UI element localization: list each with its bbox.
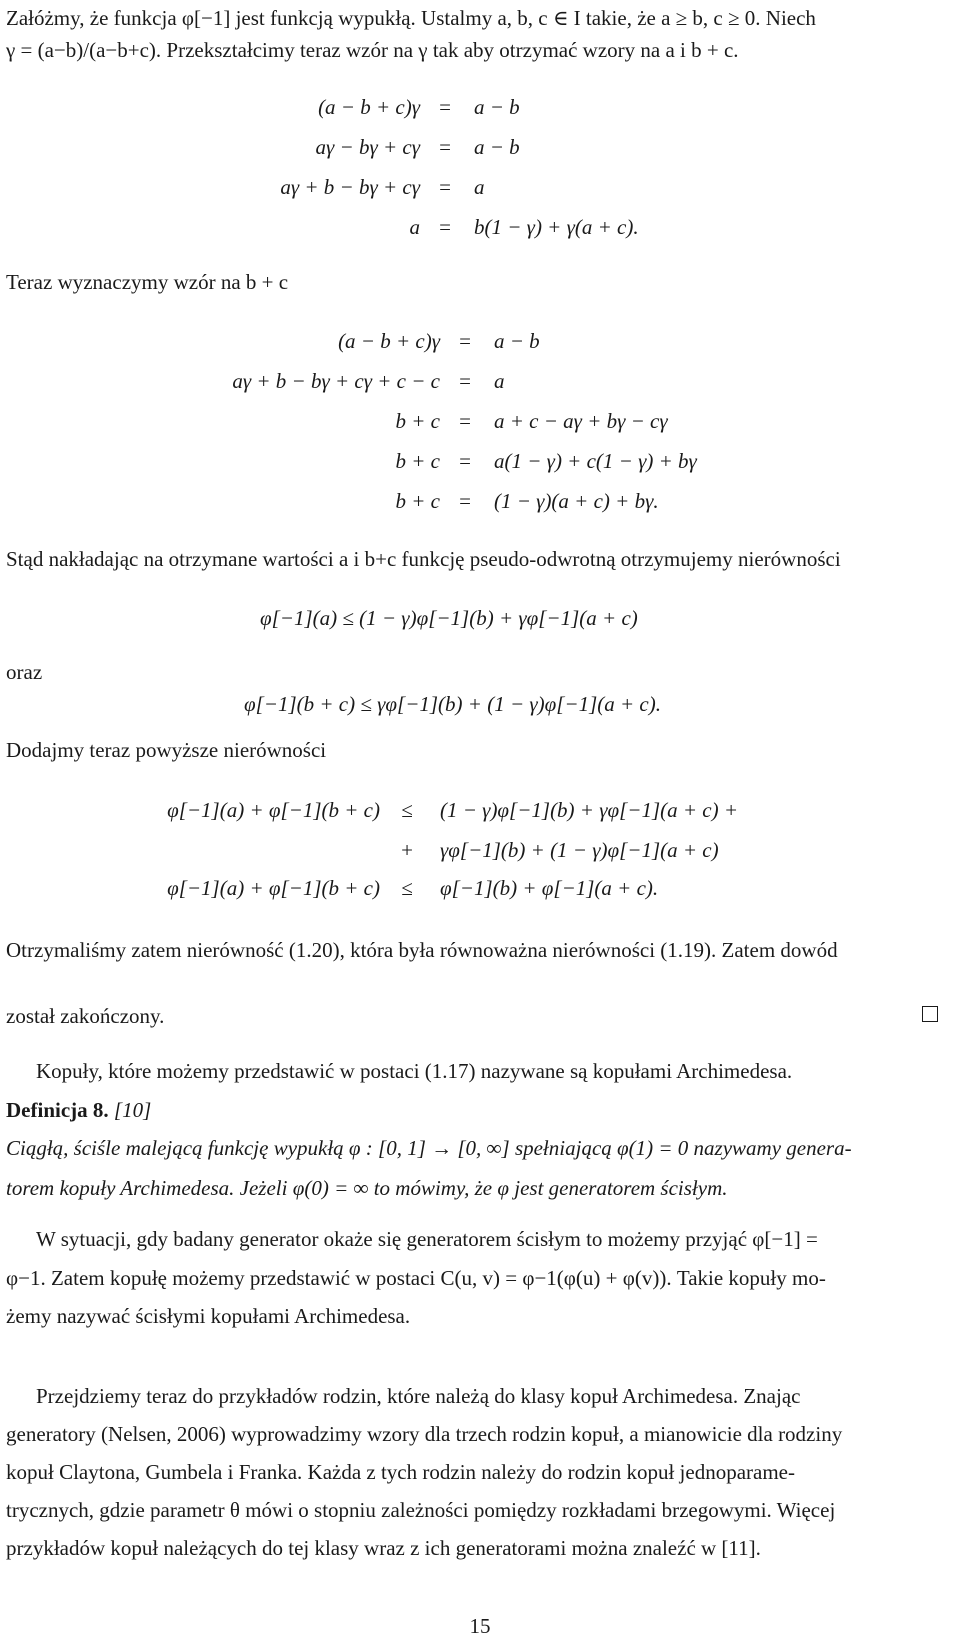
equation-lhs: (a − b + c)γ (318, 95, 420, 119)
equation-rel: = (459, 449, 471, 473)
equation-rel: = (439, 95, 451, 119)
equation-rhs: a + c − aγ + bγ − cγ (494, 409, 668, 433)
equation-rhs: a − b (474, 95, 520, 119)
inequality-1: φ[−1](a) ≤ (1 − γ)φ[−1](b) + γφ[−1](a + c) (260, 606, 638, 630)
strict-para-line-1: W sytuacji, gdy badany generator okaże się generatorem ścisłym to możemy przyjąć φ[−1] = (36, 1227, 818, 1251)
equation-lhs: b + c (395, 449, 440, 473)
families-para-line-5: przykładów kopuł należących do tej klasy wraz z ich generatorami można znaleźć w [11]. (6, 1536, 761, 1560)
equation-lhs: aγ + b − bγ + cγ (280, 175, 420, 199)
definition-ref: [10] (113, 1098, 152, 1122)
definition-heading (6, 1100, 151, 1121)
conclusion-line-2: został zakończony. (6, 1004, 165, 1028)
equation-rel: = (459, 329, 471, 353)
equation-rhs: (1 − γ)φ[−1](b) + γφ[−1](a + c) + (440, 798, 739, 822)
equation-rhs: a − b (474, 135, 520, 159)
equation-rel: ≤ (401, 876, 413, 900)
equation-lhs: (a − b + c)γ (338, 329, 440, 353)
equation-rhs: a − b (494, 329, 540, 353)
families-para-line-1: Przejdziemy teraz do przykładów rodzin, które należą do klasy kopuł Archimedesa. Znając (36, 1384, 801, 1408)
equation-rhs: a(1 − γ) + c(1 − γ) + bγ (494, 449, 697, 473)
teraz-text: Teraz wyznaczymy wzór na b + c (6, 270, 289, 294)
equation-rel: = (459, 369, 471, 393)
strict-para-line-2: φ−1. Zatem kopułę możemy przedstawić w postaci C(u, v) = φ−1(φ(u) + φ(v)). Takie kopuły mo- (6, 1266, 826, 1290)
definition-line-2: torem kopuły Archimedesa. Jeżeli φ(0) = ∞ to mówimy, że φ jest generatorem ścisłym. (6, 1176, 728, 1200)
intro-line-1: Załóżmy, że funkcja φ[−1] jest funkcją wypukłą. Ustalmy a, b, c ∈ I takie, że a ≥ b, c ≥ 0. Niech (6, 6, 816, 30)
page-number: 15 (469, 1614, 491, 1638)
qed-box-icon (922, 1006, 938, 1022)
stad-text: Stąd nakładając na otrzymane wartości a i b+c funkcję pseudo-odwrotną otrzymujemy nierówności (6, 547, 841, 571)
equation-lhs: b + c (395, 409, 440, 433)
equation-lhs: φ[−1](a) + φ[−1](b + c) (167, 876, 380, 900)
equation-lhs: φ[−1](a) + φ[−1](b + c) (167, 798, 380, 822)
intro-line-2: γ = (a−b)/(a−b+c). Przekształcimy teraz wzór na γ tak aby otrzymać wzory na a i b + c. (6, 38, 739, 62)
equation-lhs: aγ − bγ + cγ (315, 135, 420, 159)
equation-rel: + (401, 838, 413, 862)
kopuly-text: Kopuły, które możemy przedstawić w postaci (1.17) nazywane są kopułami Archimedesa. (36, 1059, 793, 1083)
equation-rhs: b(1 − γ) + γ(a + c). (474, 215, 639, 239)
equation-rhs: a (494, 369, 505, 393)
equation-rel: = (439, 135, 451, 159)
families-para-line-3: kopuł Claytona, Gumbela i Franka. Każda z tych rodzin należy do rodzin kopuł jednoparame- (6, 1460, 795, 1484)
equation-rel: = (439, 215, 451, 239)
oraz-text: oraz (6, 660, 43, 684)
equation-rhs: γφ[−1](b) + (1 − γ)φ[−1](a + c) (440, 838, 719, 862)
dodajmy-text: Dodajmy teraz powyższe nierówności (6, 738, 327, 762)
equation-rhs: (1 − γ)(a + c) + bγ. (494, 489, 659, 513)
equation-lhs: a (409, 215, 420, 239)
strict-para-line-3: żemy nazywać ścisłymi kopułami Archimedesa. (6, 1304, 411, 1328)
equation-rel: ≤ (401, 798, 413, 822)
definition-line-1: Ciągłą, ściśle malejącą funkcję wypukłą φ : [0, 1] → [0, ∞] spełniającą φ(1) = 0 nazywamy genera- (6, 1136, 852, 1160)
equation-rhs: a (474, 175, 485, 199)
equation-rel: = (439, 175, 451, 199)
families-para-line-4: trycznych, gdzie parametr θ mówi o stopniu zależności pomiędzy rozkładami brzegowymi. Więcej (6, 1498, 836, 1522)
equation-rhs: φ[−1](b) + φ[−1](a + c). (440, 876, 659, 900)
definition-label: Definicja 8. (6, 1098, 109, 1122)
families-para-line-2: generatory (Nelsen, 2006) wyprowadzimy wzory dla trzech rodzin kopuł, a mianowicie dla rodziny (6, 1422, 843, 1446)
equation-lhs: aγ + b − bγ + cγ + c − c (232, 369, 440, 393)
equation-lhs: b + c (395, 489, 440, 513)
equation-rel: = (459, 409, 471, 433)
inequality-2: φ[−1](b + c) ≤ γφ[−1](b) + (1 − γ)φ[−1](a + c). (244, 692, 661, 716)
equation-rel: = (459, 489, 471, 513)
conclusion-line-1: Otrzymaliśmy zatem nierówność (1.20), która była równoważna nierówności (1.19). Zatem dowód (6, 938, 838, 962)
